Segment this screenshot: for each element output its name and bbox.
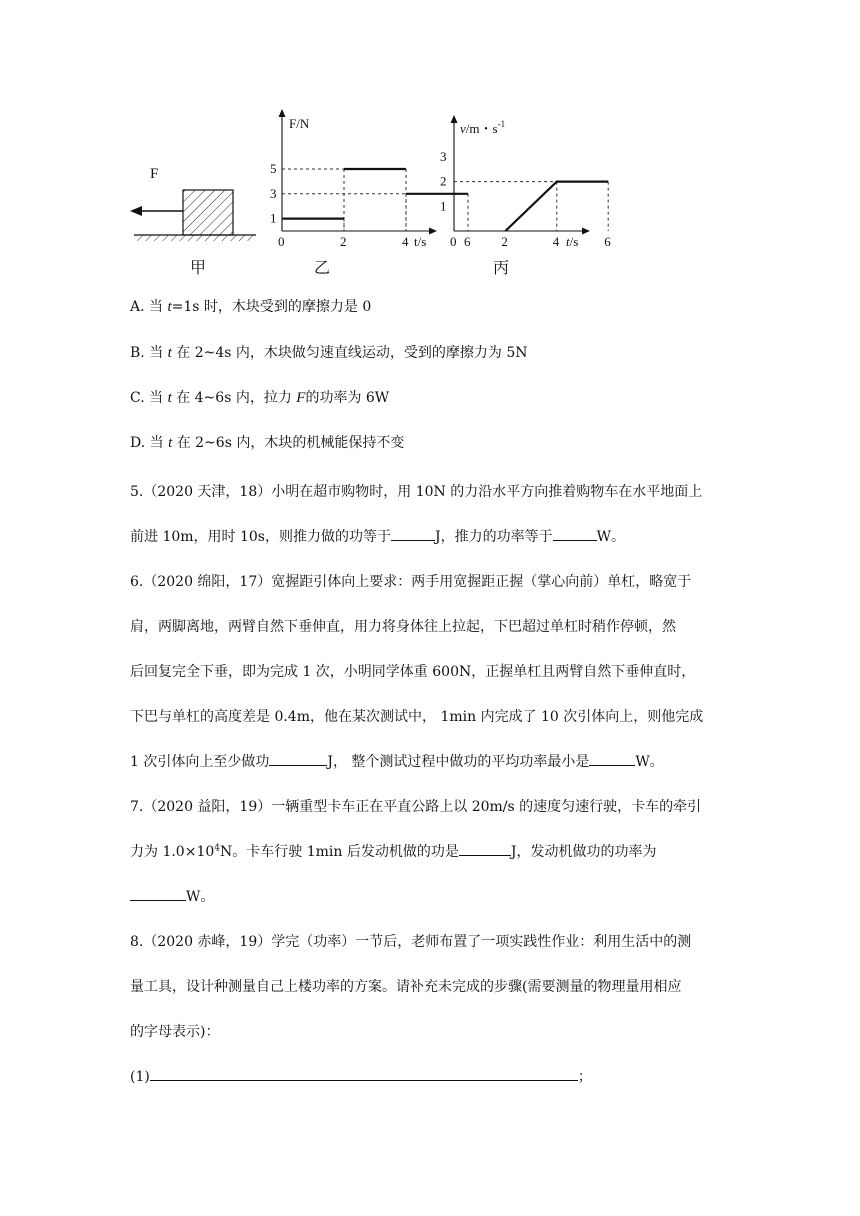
bing-x-tick-label: 2 — [501, 234, 508, 249]
q8-line-1: 8.（2020 赤峰，19）学完（功率）一节后，老师布置了一项实践性作业：利用生活中的测 — [130, 934, 692, 950]
q8-line-2: 量工具，设计种测量自己上楼功率的方案。请补充未完成的步骤(需要测量的物理量用相应 — [130, 979, 682, 995]
yi-x-tick-label: 6 — [464, 234, 471, 249]
figure-bing — [440, 108, 610, 248]
force-arrowhead — [130, 206, 142, 216]
q6-blank-work[interactable] — [269, 753, 327, 766]
option-b: B. 当 t 在 2~4s 内，木块做匀速直线运动，受到的摩擦力为 5N — [130, 345, 528, 361]
bing-y-label-v: v — [460, 121, 466, 136]
option-a: A. 当 t=1s 时，木块受到的摩擦力是 0 — [130, 299, 372, 315]
q7-blank-work[interactable] — [459, 843, 511, 856]
q5-line-1: 5.（2020 天津，18）小明在超市购物时，用 10N 的力沿水平方向推着购物车在水平地面上 — [130, 484, 703, 500]
figure-yi — [270, 108, 471, 249]
yi-y-axis-label: F/N — [289, 116, 310, 131]
q7-blank-power[interactable] — [130, 888, 186, 901]
force-label: F — [150, 166, 159, 182]
q5-line-2: 前进 10m，用时 10s，则推力做的功等于 J，推力的功率等于 W。 — [130, 529, 626, 545]
caption-jia: 甲 — [190, 258, 207, 277]
q6-line-2: 肩，两脚离地，两臂自然下垂伸直，用力将身体往上拉起，下巴超过单杠时稍作停顿，然 — [130, 619, 676, 635]
bing-x-tick-label: 4 — [552, 234, 560, 249]
bing-y-tick-label: 2 — [440, 173, 447, 189]
bing-x-tick-label: 6 — [604, 234, 611, 249]
bing-y-label-unit: /m・s — [465, 121, 498, 136]
q6-line-5: 1 次引体向上至少做功 J， 整个测试过程中做功的平均功率最小是 W。 — [130, 754, 664, 770]
bing-y-label-exp: -1 — [497, 119, 506, 129]
caption-yi: 乙 — [314, 258, 331, 277]
q6-blank-power[interactable] — [589, 753, 635, 766]
wood-block — [183, 190, 233, 235]
q5-blank-work[interactable] — [391, 528, 435, 541]
yi-y-tick-label: 3 — [270, 185, 277, 201]
bing-x-label-t: t — [566, 234, 570, 249]
bing-y-axis-label — [460, 119, 505, 136]
yi-x-tick-label: 4 — [402, 234, 409, 249]
q7-line-2: 力为 $1.0\times 10^4N$。卡车行驶 1min 后发动机做的功是 J，发动机做功的功率为 — [130, 843, 657, 860]
q6-line-4: 下巴与单杠的高度差是 0.4m，他在某次测试中， 1min 内完成了 10 次引体向上，则他完成 — [130, 709, 704, 725]
bing-y-tick-label: 1 — [440, 198, 447, 214]
yi-x-arrowhead — [429, 228, 437, 235]
q7-line-1: 7.（2020 益阳，19）一辆重型卡车正在平直公路上以 20m/s 的速度匀速行驶，卡车的牵引 — [130, 799, 702, 815]
yi-y-tick-label: 5 — [270, 161, 277, 176]
yi-y-arrowhead — [279, 109, 286, 117]
yi-x-tick-label: 2 — [340, 234, 347, 249]
bing-x-label-unit: /s — [569, 234, 579, 249]
ground-hatch — [134, 235, 256, 241]
q6-line-1: 6.（2020 绵阳，17）宽握距引体向上要求：两手用宽握距正握（掌心向前）单杠，略宽于 — [130, 574, 692, 590]
caption-bing: 丙 — [493, 258, 510, 277]
bing-y-arrowhead — [451, 115, 458, 123]
yi-y-tick-label: 1 — [270, 210, 277, 226]
yi-x-axis-label: t/s — [414, 234, 427, 249]
q5-blank-power[interactable] — [553, 528, 597, 541]
figure-row — [120, 108, 611, 283]
bing-y-tick-label: 3 — [440, 148, 447, 164]
q8-step-1-blank[interactable] — [150, 1068, 578, 1081]
q6-line-3: 后回复完全下垂，即为完成 1 次，小明同学体重 600N，正握单杠且两臂自然下垂伸直时， — [130, 664, 696, 680]
yi-x-tick-label: 0 — [278, 234, 285, 249]
bing-x-axis-label — [566, 234, 578, 249]
q8-line-3: 的字母表示)： — [130, 1024, 220, 1040]
q7-line-3: W。 — [130, 886, 214, 906]
bing-x-arrowhead — [582, 228, 590, 235]
option-d: D. 当 t 在 2~6s 内，木块的机械能保持不变 — [130, 435, 405, 451]
option-c: C. 当 t 在 4~6s 内，拉力 F的功率为 6W — [130, 390, 390, 406]
q8-step-1: (1) ； — [130, 1069, 592, 1085]
bing-x-tick-label: 0 — [450, 234, 457, 249]
